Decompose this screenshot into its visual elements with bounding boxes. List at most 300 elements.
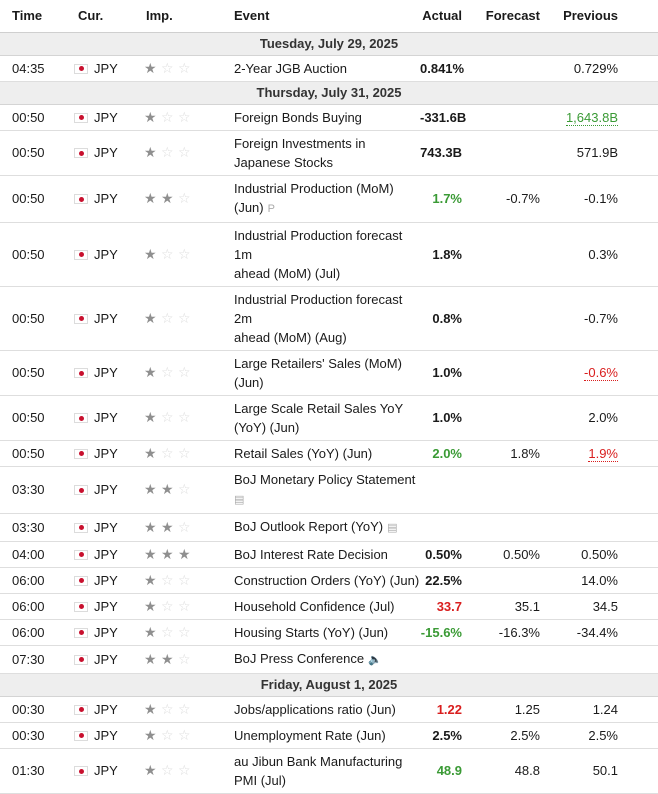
event-currency: JPY: [94, 365, 118, 380]
event-actual: 2.0%: [420, 440, 468, 466]
event-name-cell[interactable]: [228, 350, 420, 395]
event-time: 00:30: [0, 722, 70, 748]
event-name-cell[interactable]: [228, 222, 420, 286]
star-icon: ☆: [178, 726, 191, 743]
event-forecast: [468, 286, 552, 350]
star-icon: ☆: [161, 623, 174, 640]
event-row[interactable]: [0, 513, 658, 541]
event-currency-cell: [70, 619, 132, 645]
event-name-cell[interactable]: [228, 593, 420, 619]
event-currency: JPY: [94, 191, 118, 206]
japan-flag-icon: [74, 64, 88, 74]
event-previous: 1.24: [592, 701, 618, 717]
event-name[interactable]: [234, 226, 420, 264]
event-time: 00:50: [0, 222, 70, 286]
event-currency-cell: [70, 175, 132, 222]
star-icon: ☆: [161, 144, 174, 160]
event-name-cell[interactable]: [228, 696, 420, 722]
event-name-cell[interactable]: [228, 395, 420, 440]
event-time: 00:50: [0, 350, 70, 395]
event-time: 04:00: [0, 541, 70, 567]
event-name-text[interactable]: ahead (MoM) (Aug): [234, 329, 347, 345]
star-icon: ☆: [178, 108, 191, 125]
event-row[interactable]: [0, 567, 658, 593]
event-name-cell[interactable]: [228, 541, 420, 567]
star-icon: ☆: [161, 59, 174, 76]
star-icon: ★: [144, 59, 157, 76]
star-icon: ☆: [161, 444, 174, 461]
event-currency-cell: [70, 696, 132, 722]
japan-flag-icon: [74, 766, 88, 776]
event-name[interactable]: [234, 354, 420, 373]
event-name-text[interactable]: (Jun): [234, 374, 264, 390]
event-name-cell[interactable]: [228, 513, 420, 541]
event-name[interactable]: [234, 59, 420, 78]
event-currency-cell: [70, 55, 132, 81]
event-row[interactable]: [0, 395, 658, 440]
event-name-text[interactable]: BoJ Outlook Report (YoY): [234, 518, 384, 534]
star-icon: ☆: [161, 762, 174, 778]
event-name-cell[interactable]: [228, 104, 420, 130]
star-icon: ☆: [178, 700, 191, 717]
event-previous-cell: [552, 222, 658, 286]
japan-flag-icon: [74, 523, 88, 533]
day-header-row: [0, 673, 658, 696]
star-icon: ☆: [161, 700, 174, 717]
event-previous-cell: [552, 175, 658, 222]
event-currency-cell: [70, 130, 132, 175]
event-name-text[interactable]: Construction Orders (YoY) (Jun): [234, 572, 420, 588]
event-name[interactable]: [234, 418, 420, 437]
event-name[interactable]: [234, 264, 420, 283]
importance-rating: [132, 513, 228, 541]
event-row[interactable]: [0, 286, 658, 350]
star-icon: ☆: [178, 364, 191, 380]
event-name-text[interactable]: Industrial Production (MoM): [234, 180, 394, 196]
event-time: 03:30: [0, 513, 70, 541]
event-name-text[interactable]: Jobs/applications ratio (Jun): [234, 701, 396, 717]
event-name-cell[interactable]: [228, 55, 420, 81]
japan-flag-icon: [74, 449, 88, 459]
event-forecast: [468, 567, 552, 593]
event-name-cell[interactable]: [228, 619, 420, 645]
event-actual: [420, 513, 468, 541]
event-name-text[interactable]: BoJ Press Conference: [234, 650, 365, 666]
event-previous-cell: [552, 541, 658, 567]
event-name-text[interactable]: BoJ Monetary Policy Statement: [234, 471, 416, 487]
event-name-text[interactable]: Household Confidence (Jul): [234, 598, 395, 614]
event-name-text[interactable]: Large Scale Retail Sales YoY: [234, 400, 404, 416]
event-row[interactable]: [0, 104, 658, 130]
event-previous: 0.50%: [581, 546, 618, 562]
event-name[interactable]: [234, 373, 420, 392]
star-icon: ☆: [178, 518, 191, 535]
day-label: Thursday, July 31, 2025: [0, 81, 658, 104]
event-currency-cell: [70, 593, 132, 619]
importance-rating: [132, 541, 228, 567]
event-previous[interactable]: 1,643.8B: [565, 109, 618, 125]
event-currency-cell: [70, 567, 132, 593]
event-currency: JPY: [94, 519, 118, 535]
event-name-text[interactable]: (Jun): [234, 199, 264, 215]
japan-flag-icon: [74, 148, 88, 158]
event-time: 00:50: [0, 104, 70, 130]
event-row[interactable]: [0, 645, 658, 673]
star-icon: ★: [144, 597, 157, 614]
event-currency: JPY: [94, 651, 118, 667]
event-name-cell[interactable]: [228, 567, 420, 593]
star-icon: ★: [144, 444, 157, 461]
event-currency-cell: [70, 541, 132, 567]
importance-rating: [132, 350, 228, 395]
event-row[interactable]: [0, 222, 658, 286]
event-name-text[interactable]: au Jibun Bank Manufacturing: [234, 753, 403, 769]
star-icon: ★: [161, 650, 174, 667]
header-forecast: Forecast: [468, 0, 552, 32]
header-previous: Previous: [552, 0, 658, 32]
event-forecast: [468, 513, 552, 541]
event-name[interactable]: [234, 545, 420, 564]
event-name-text[interactable]: ahead (MoM) (Jul): [234, 265, 341, 281]
event-previous: 50.1: [592, 763, 618, 778]
star-icon: ★: [144, 144, 157, 160]
header-currency: Cur.: [70, 0, 132, 32]
japan-flag-icon: [74, 705, 88, 715]
importance-rating: [132, 395, 228, 440]
event-name-text[interactable]: Unemployment Rate (Jun): [234, 727, 386, 743]
document-icon: ▤: [234, 493, 245, 506]
event-name-text[interactable]: Industrial Production forecast 1m: [234, 227, 403, 262]
event-name[interactable]: [234, 752, 420, 771]
star-icon: ★: [144, 190, 157, 206]
event-currency: JPY: [94, 482, 118, 497]
japan-flag-icon: [74, 113, 88, 123]
event-name-text[interactable]: 2-Year JGB Auction: [234, 60, 347, 76]
event-previous-cell: [552, 440, 658, 466]
event-currency: JPY: [94, 763, 118, 778]
star-icon: ★: [144, 762, 157, 778]
event-name[interactable]: [234, 290, 420, 328]
event-name[interactable]: [234, 623, 420, 642]
event-row[interactable]: [0, 696, 658, 722]
event-forecast: [468, 350, 552, 395]
star-icon: ★: [144, 623, 157, 640]
event-row[interactable]: [0, 722, 658, 748]
header-actual: Actual: [420, 0, 468, 32]
preliminary-icon: P: [267, 202, 275, 215]
japan-flag-icon: [74, 368, 88, 378]
event-currency: JPY: [94, 701, 118, 717]
event-name-cell[interactable]: [228, 645, 420, 673]
event-forecast: [468, 130, 552, 175]
event-currency-cell: [70, 286, 132, 350]
event-actual: -15.6%: [420, 619, 468, 645]
day-header-row: [0, 32, 658, 55]
event-time: 00:50: [0, 395, 70, 440]
star-icon: ☆: [178, 309, 191, 326]
event-name-text[interactable]: Large Retailers' Sales (MoM): [234, 355, 402, 371]
event-time: 00:50: [0, 175, 70, 222]
event-currency-cell: [70, 222, 132, 286]
event-currency-cell: [70, 395, 132, 440]
japan-flag-icon: [74, 576, 88, 586]
event-currency: JPY: [94, 310, 118, 326]
event-name-cell[interactable]: [228, 130, 420, 175]
japan-flag-icon: [74, 602, 88, 612]
event-forecast: 48.8: [468, 748, 552, 793]
importance-rating: [132, 567, 228, 593]
event-previous-cell: [552, 722, 658, 748]
event-previous: 14.0%: [581, 572, 618, 588]
calendar-body: [0, 32, 658, 793]
event-actual: 0.8%: [420, 286, 468, 350]
event-name[interactable]: [234, 771, 420, 790]
japan-flag-icon: [74, 655, 88, 665]
event-previous-cell: [552, 696, 658, 722]
event-previous: 0.3%: [588, 246, 618, 262]
japan-flag-icon: [74, 314, 88, 324]
event-name[interactable]: [234, 597, 420, 616]
star-icon: ☆: [178, 597, 191, 614]
speaker-icon: 🔈: [368, 653, 382, 666]
star-icon: ☆: [161, 364, 174, 380]
event-currency-cell: [70, 722, 132, 748]
event-previous-cell: [552, 55, 658, 81]
star-icon: ☆: [178, 190, 191, 206]
event-name[interactable]: [234, 153, 420, 172]
star-icon: ☆: [178, 245, 191, 262]
day-label: Tuesday, July 29, 2025: [0, 32, 658, 55]
day-header-row: [0, 81, 658, 104]
event-row[interactable]: [0, 541, 658, 567]
importance-rating: [132, 222, 228, 286]
event-name[interactable]: [234, 328, 420, 347]
event-previous-cell: [552, 593, 658, 619]
event-actual: 0.50%: [420, 541, 468, 567]
event-actual: 48.9: [420, 748, 468, 793]
japan-flag-icon: [74, 731, 88, 741]
event-name-text[interactable]: BoJ Interest Rate Decision: [234, 546, 388, 562]
event-forecast: [468, 222, 552, 286]
event-name[interactable]: [234, 649, 420, 670]
event-name[interactable]: [234, 444, 420, 463]
importance-rating: [132, 645, 228, 673]
event-currency: JPY: [94, 572, 118, 588]
star-icon: ★: [161, 190, 174, 206]
star-icon: ☆: [178, 623, 191, 640]
event-name-text[interactable]: Retail Sales (YoY) (Jun): [234, 445, 373, 461]
event-name-text[interactable]: Foreign Bonds Buying: [234, 109, 362, 125]
event-name-text[interactable]: Japanese Stocks: [234, 154, 334, 170]
event-name-cell[interactable]: [228, 175, 420, 222]
event-name[interactable]: [234, 571, 420, 590]
event-name-text[interactable]: Foreign Investments in: [234, 135, 366, 151]
star-icon: ☆: [161, 245, 174, 262]
event-row[interactable]: [0, 350, 658, 395]
event-previous: -0.1%: [584, 191, 618, 206]
importance-rating: [132, 748, 228, 793]
star-icon: ★: [144, 364, 157, 380]
star-icon: ☆: [161, 726, 174, 743]
event-name-text[interactable]: Housing Starts (YoY) (Jun): [234, 624, 389, 640]
event-previous[interactable]: 1.9%: [588, 445, 618, 461]
event-currency: JPY: [94, 109, 118, 125]
star-icon: ☆: [161, 571, 174, 588]
header-event: Event: [228, 0, 420, 32]
star-icon: ★: [144, 245, 157, 262]
event-actual: [420, 466, 468, 513]
event-time: 00:50: [0, 286, 70, 350]
importance-rating: [132, 175, 228, 222]
star-icon: ★: [144, 108, 157, 125]
event-icon-line: [234, 489, 420, 510]
event-name-text[interactable]: Industrial Production forecast 2m: [234, 291, 403, 326]
event-currency: JPY: [94, 246, 118, 262]
star-icon: ☆: [178, 409, 191, 425]
event-currency: JPY: [94, 598, 118, 614]
star-icon: ★: [144, 650, 157, 667]
event-name[interactable]: [234, 470, 420, 489]
event-time: 06:00: [0, 567, 70, 593]
star-icon: ★: [144, 571, 157, 588]
importance-rating: [132, 286, 228, 350]
event-previous: -34.4%: [576, 624, 618, 640]
event-name[interactable]: [234, 700, 420, 719]
event-name[interactable]: [234, 108, 420, 127]
importance-rating: [132, 593, 228, 619]
star-icon: ★: [178, 545, 191, 562]
star-icon: ★: [144, 409, 157, 425]
star-icon: ★: [161, 518, 174, 535]
event-previous: 2.5%: [588, 727, 618, 743]
event-time: 03:30: [0, 466, 70, 513]
event-row[interactable]: [0, 55, 658, 81]
event-name[interactable]: [234, 726, 420, 745]
event-name-cell[interactable]: [228, 286, 420, 350]
event-forecast: 1.25: [468, 696, 552, 722]
event-row[interactable]: [0, 466, 658, 513]
star-icon: ★: [144, 518, 157, 535]
day-label: Friday, August 1, 2025: [0, 673, 658, 696]
event-actual: 1.7%: [420, 175, 468, 222]
event-name-cell[interactable]: [228, 466, 420, 513]
event-currency-cell: [70, 748, 132, 793]
event-currency: JPY: [94, 60, 118, 76]
event-forecast: 2.5%: [468, 722, 552, 748]
event-name-cell[interactable]: [228, 722, 420, 748]
event-name[interactable]: [234, 179, 420, 198]
event-previous-cell: [552, 513, 658, 541]
star-icon: ☆: [161, 597, 174, 614]
event-previous: 571.9B: [576, 145, 618, 160]
event-previous[interactable]: -0.6%: [584, 365, 618, 380]
event-forecast: [468, 645, 552, 673]
event-currency-cell: [70, 513, 132, 541]
event-actual: 0.841%: [420, 55, 468, 81]
event-currency-cell: [70, 645, 132, 673]
event-currency: JPY: [94, 624, 118, 640]
event-previous-cell: [552, 466, 658, 513]
event-currency-cell: [70, 440, 132, 466]
event-previous: 34.5: [592, 598, 618, 614]
importance-rating: [132, 55, 228, 81]
event-row[interactable]: [0, 748, 658, 793]
event-previous-cell: [552, 130, 658, 175]
event-actual: 2.5%: [420, 722, 468, 748]
event-time: 06:00: [0, 593, 70, 619]
event-forecast: -0.7%: [468, 175, 552, 222]
japan-flag-icon: [74, 194, 88, 204]
event-row[interactable]: [0, 593, 658, 619]
event-currency: JPY: [94, 145, 118, 160]
japan-flag-icon: [74, 250, 88, 260]
star-icon: ★: [144, 481, 157, 497]
star-icon: ★: [144, 309, 157, 326]
event-actual: 1.8%: [420, 222, 468, 286]
event-forecast: [468, 104, 552, 130]
event-row[interactable]: [0, 440, 658, 466]
japan-flag-icon: [74, 485, 88, 495]
star-icon: ★: [144, 700, 157, 717]
star-icon: ☆: [178, 444, 191, 461]
event-previous-cell: [552, 104, 658, 130]
event-currency: JPY: [94, 445, 118, 461]
event-previous-cell: [552, 395, 658, 440]
event-time: 06:00: [0, 619, 70, 645]
star-icon: ☆: [161, 108, 174, 125]
event-row[interactable]: [0, 175, 658, 222]
event-previous: 2.0%: [588, 410, 618, 425]
event-forecast: 0.50%: [468, 541, 552, 567]
importance-rating: [132, 466, 228, 513]
event-actual: -331.6B: [420, 104, 468, 130]
event-name[interactable]: [234, 517, 420, 538]
header-row: [0, 0, 658, 32]
event-previous-cell: [552, 619, 658, 645]
importance-rating: [132, 722, 228, 748]
event-name-text[interactable]: PMI (Jul): [234, 772, 286, 788]
event-name[interactable]: [234, 134, 420, 153]
event-forecast: [468, 395, 552, 440]
event-name[interactable]: [234, 198, 420, 219]
event-previous: -0.7%: [584, 310, 618, 326]
japan-flag-icon: [74, 628, 88, 638]
event-name-text[interactable]: (YoY) (Jun): [234, 419, 300, 435]
event-row[interactable]: [0, 619, 658, 645]
event-row[interactable]: [0, 130, 658, 175]
star-icon: ☆: [178, 144, 191, 160]
header-time: Time: [0, 0, 70, 32]
event-previous-cell: [552, 350, 658, 395]
event-previous-cell: [552, 567, 658, 593]
event-name-cell[interactable]: [228, 440, 420, 466]
event-currency-cell: [70, 104, 132, 130]
importance-rating: [132, 696, 228, 722]
star-icon: ★: [161, 481, 174, 497]
event-previous-cell: [552, 645, 658, 673]
event-forecast: -16.3%: [468, 619, 552, 645]
event-actual: 1.0%: [420, 350, 468, 395]
importance-rating: [132, 104, 228, 130]
event-time: 07:30: [0, 645, 70, 673]
event-name-cell[interactable]: [228, 748, 420, 793]
event-actual: [420, 645, 468, 673]
event-previous-cell: [552, 286, 658, 350]
star-icon: ☆: [178, 571, 191, 588]
event-name[interactable]: [234, 399, 420, 418]
event-currency-cell: [70, 350, 132, 395]
star-icon: ★: [144, 726, 157, 743]
